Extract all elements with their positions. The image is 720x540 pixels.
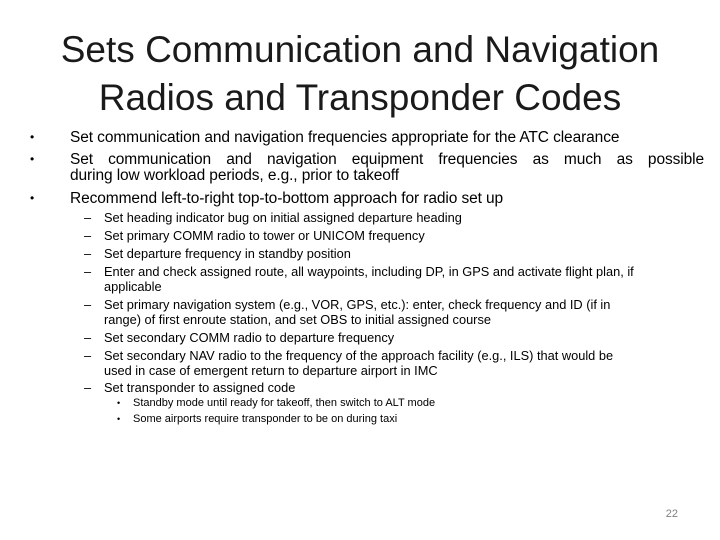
- bullet-icon: •: [30, 152, 35, 166]
- step-text: Set primary COMM radio to tower or UNICOM frequency: [104, 228, 425, 243]
- step-text: range) of first enroute station, and set OBS to initial assigned course: [104, 312, 491, 327]
- step-text: Set secondary NAV radio to the frequency of the approach facility (e.g., ILS) that would be: [104, 348, 614, 363]
- title-line-2: Radios and Transponder Codes: [98, 77, 622, 118]
- step-text: applicable: [104, 279, 162, 294]
- dash-icon: –: [84, 330, 92, 345]
- step-text: Set primary navigation system (e.g., VOR, GPS, etc.): enter, check frequency and ID (if in: [104, 297, 611, 312]
- step-text: used in case of emergent return to departure airport in IMC: [104, 363, 438, 378]
- bullet-icon: •: [30, 191, 35, 205]
- dash-icon: –: [84, 228, 92, 243]
- title-line-1: Sets Communication and Navigation: [60, 29, 660, 70]
- dash-icon: –: [84, 210, 92, 225]
- dash-icon: –: [84, 380, 92, 395]
- dash-icon: –: [84, 297, 92, 312]
- step-text: Set secondary COMM radio to departure frequency: [104, 330, 395, 345]
- bullet-text: Recommend left-to-right top-to-bottom approach for radio set up: [70, 190, 504, 207]
- step-text: Set departure frequency in standby position: [104, 246, 351, 261]
- step-text: Set transponder to assigned code: [104, 380, 296, 395]
- step-text: Enter and check assigned route, all waypoints, including DP, in GPS and activate flight plan, if: [104, 264, 634, 279]
- dash-icon: –: [84, 264, 92, 279]
- note-text: Some airports require transponder to be on during taxi: [133, 413, 398, 425]
- bullet-text: Set communication and navigation equipment frequencies as much as possible: [70, 151, 704, 168]
- dash-icon: –: [84, 348, 92, 363]
- note-text: Standby mode until ready for takeoff, then switch to ALT mode: [133, 397, 436, 409]
- bullet-icon: •: [30, 130, 35, 144]
- page-number: 22: [665, 508, 678, 520]
- step-text: Set heading indicator bug on initial assigned departure heading: [104, 210, 462, 225]
- sub-bullet-icon: •: [117, 414, 121, 424]
- bullet-text: during low workload periods, e.g., prior to takeoff: [70, 167, 399, 184]
- sub-bullet-icon: •: [117, 398, 121, 408]
- dash-icon: –: [84, 246, 92, 261]
- slide-title: [36, 26, 684, 122]
- bullet-text: Set communication and navigation frequencies appropriate for the ATC clearance: [70, 129, 620, 146]
